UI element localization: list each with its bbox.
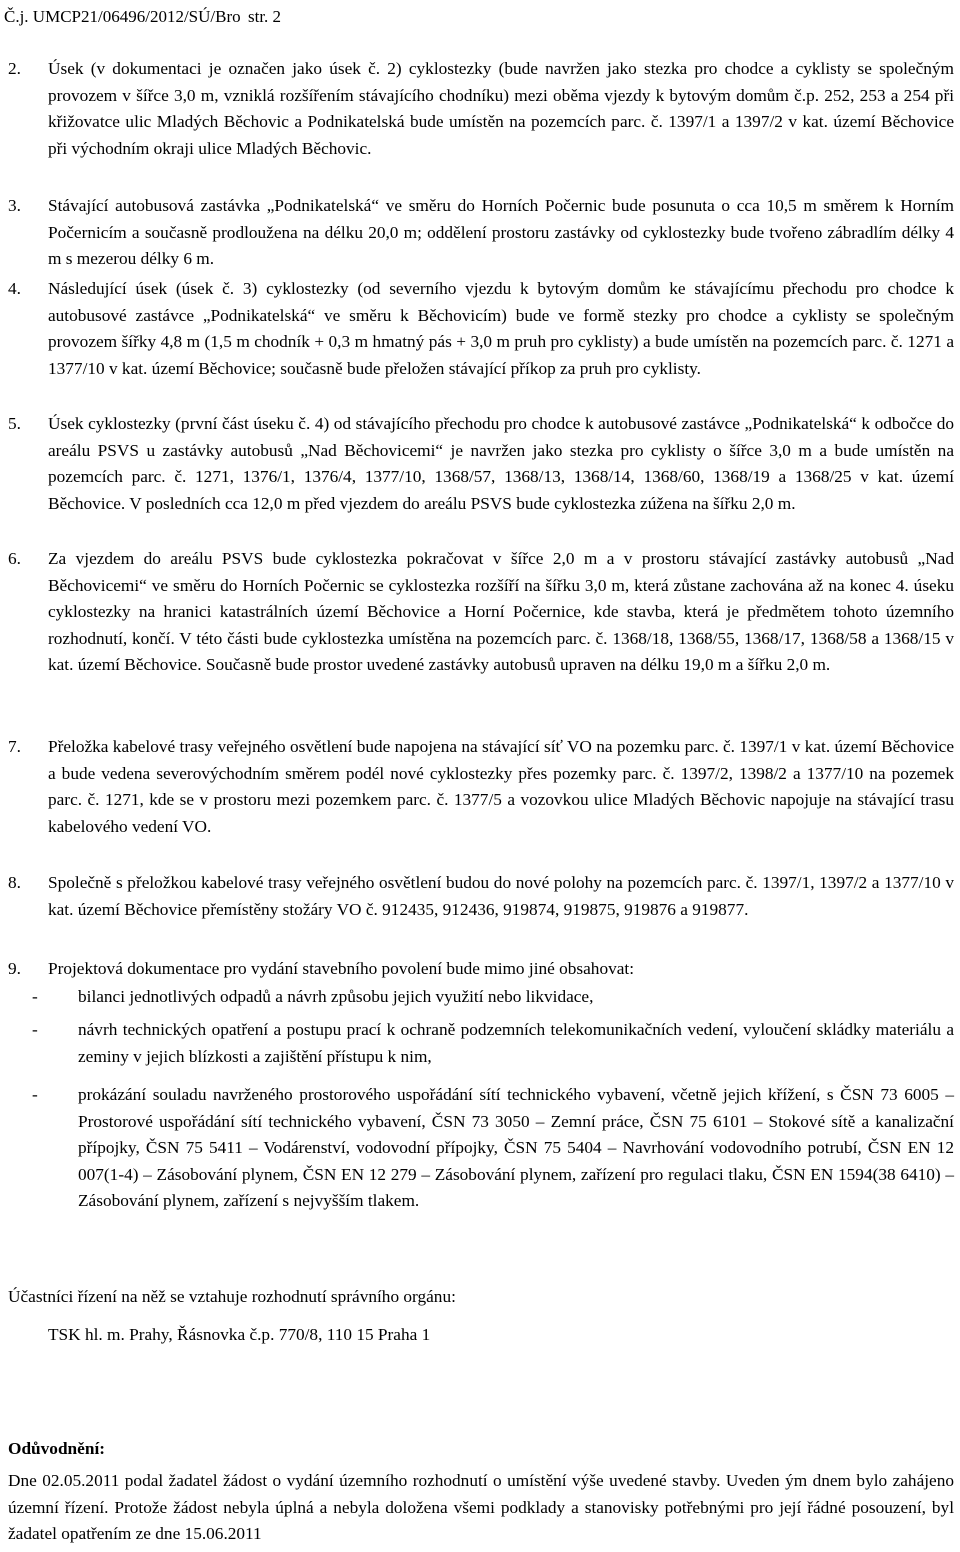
bullet-text: bilanci jednotlivých odpadů a návrh způsobu jejich využití nebo likvidace, bbox=[78, 987, 594, 1006]
list-item-5 bbox=[8, 411, 954, 517]
item-number: 4. bbox=[8, 279, 21, 298]
participants-value: TSK hl. m. Prahy, Řásnovka č.p. 770/8, 110 15 Praha 1 bbox=[48, 1325, 431, 1344]
list-item-7 bbox=[8, 734, 954, 840]
bullet-item bbox=[32, 984, 954, 1011]
item-number: 7. bbox=[8, 737, 21, 756]
item-text: Za vjezdem do areálu PSVS bude cyklostezka pokračovat v šířce 2,0 m a v prostoru stávající zastávky autobusů „Nad Běchovicemi“ ve směru do Horních Počernic se cyklostezka rozšíří na šířku 3,0 m, která zůstane zachována až na konec 4. úseku cyklostezky na hranici katastrálních území Běchovice a Horní Počernice, kde stavba, která je předmětem tohoto územního rozhodnutí, končí. V této části bude cyklostezka umístěna na pozemcích parc. č. 1368/18, 1368/55, 1368/17, 1368/58 a 1368/15 v kat. území Běchovice. Současně bude prostor uvedené zastávky autobusů upraven na délku 19,0 m a šířku 2,0 m. bbox=[48, 549, 954, 675]
bullet-item bbox=[32, 1017, 954, 1070]
reference-number: Č.j. UMCP21/06496/2012/SÚ/Bro bbox=[4, 7, 241, 26]
item-number: 5. bbox=[8, 414, 21, 433]
page-number: str. 2 bbox=[248, 7, 282, 26]
item-text: Úsek cyklostezky (první část úseku č. 4) od stávajícího přechodu pro chodce k autobusové zastávce „Podnikatelská“ k odbočce do areálu PSVS u zastávky autobusů „Nad Běchovicemi“ je navržen jako stezka pro cyklisty o šířce 3,0 m a bude umístěn na pozemcích parc. č. 1271, 1376/1, 1376/4, 1377/10, 1368/57, 1368/13, 1368/14, 1368/60, 1368/19 a 1368/25 v kat. území Běchovice. V posledních cca 12,0 m před vjezdem do areálu PSVS bude cyklostezka zúžena na šířku 2,0 m. bbox=[48, 414, 954, 513]
page-header bbox=[4, 4, 956, 30]
bullet-dash: - bbox=[32, 1020, 38, 1039]
reasoning-text: Dne 02.05.2011 podal žadatel žádost o vydání územního rozhodnutí o umístění výše uvedené stavby. Uveden ým dnem bylo zahájeno územní řízení. Protože žádost nebyla úplná a nebyla doložena všemi podklady a stanovisky potřebnými pro její řádné posouzení, byl žadatel opatřením ze dne 15.06.2011 bbox=[8, 1471, 954, 1544]
list-item-8 bbox=[8, 870, 954, 923]
item-number: 3. bbox=[8, 196, 21, 215]
item-text: Stávající autobusová zastávka „Podnikatelská“ ve směru do Horních Počernic bude posunuta o cca 10,5 m směrem k Horním Počernicím a současně prodloužena na délku 20,0 m; oddělení prostoru zastávky od cyklostezky bude tvořeno zábradlím délky 4 m s mezerou délky 6 m. bbox=[48, 196, 954, 269]
list-item-3 bbox=[8, 193, 954, 273]
reasoning-heading: Odůvodnění: bbox=[8, 1439, 106, 1458]
participants-label: Účastníci řízení na něž se vztahuje rozhodnutí správního orgánu: bbox=[8, 1287, 456, 1306]
bullet-dash: - bbox=[32, 987, 38, 1006]
list-item-9 bbox=[8, 956, 954, 983]
item-number: 9. bbox=[8, 959, 21, 978]
list-item-4 bbox=[8, 276, 954, 382]
item-text: Společně s přeložkou kabelové trasy veřejného osvětlení budou do nové polohy na pozemcích parc. č. 1397/1, 1397/2 a 1377/10 v kat. území Běchovice přemístěny stožáry VO č. 912435, 912436, 919874, 919875, 919876 a 919877. bbox=[48, 873, 954, 919]
list-item-2 bbox=[8, 56, 954, 162]
list-item-6 bbox=[8, 546, 954, 679]
item-text: Přeložka kabelové trasy veřejného osvětlení bude napojena na stávající síť VO na pozemku parc. č. 1397/1 v kat. území Běchovice a bude vedena severovýchodním směrem podél nové cyklostezky přes pozemky parc. č. 1397/2, 1398/2 a 1377/10 na pozemek parc. č. 1271, kde se v prostoru mezi pozemkem parc. č. 1377/5 a vozovkou ulice Mladých Běchovic napojuje na stávající trasu kabelového vedení VO. bbox=[48, 737, 954, 836]
bullet-text: prokázání souladu navrženého prostorového uspořádání sítí technického vybavení, včetně jejich křížení, s ČSN 73 6005 – Prostorové uspořádání sítí technického vybavení, ČSN 73 3050 – Zemní práce, ČSN 75 6101 – Stokové sítě a kanalizační přípojky, ČSN 75 5411 – Vodárenství, vodovodní přípojky, ČSN 75 5404 – Navrhování vodovodního potrubí, ČSN EN 12 007(1-4) – Zásobování plynem, ČSN EN 12 279 – Zásobování plynem, zařízení pro regulaci tlaku, ČSN EN 1594(38 6410) – Zásobování plynem, zařízení s nejvyšším tlakem. bbox=[78, 1085, 954, 1211]
bullet-item bbox=[32, 1082, 954, 1215]
item-text: Následující úsek (úsek č. 3) cyklostezky (od severního vjezdu k bytovým domům ke stávajícímu přechodu pro chodce k autobusové zastávce „Podnikatelská“ ve směru k Běchovicím) bude ve formě stezky pro chodce a cyklisty se společným provozem šířky 4,8 m (1,5 m chodník + 0,3 m hmatný pás + 3,0 m pruh pro cyklisty) a bude umístěn na pozemcích parc. č. 1271 a 1377/10 v kat. území Běchovice; současně bude přeložen stávající příkop za pruh pro cyklisty. bbox=[48, 279, 954, 378]
item-number: 8. bbox=[8, 873, 21, 892]
item-number: 6. bbox=[8, 549, 21, 568]
item-number: 2. bbox=[8, 59, 21, 78]
item-text: Projektová dokumentace pro vydání stavebního povolení bude mimo jiné obsahovat: bbox=[48, 959, 635, 978]
bullet-text: návrh technických opatření a postupu prací k ochraně podzemních telekomunikačních vedení, vyloučení skládky materiálu a zeminy v jejich blízkosti a zajištění přístupu k nim, bbox=[78, 1020, 954, 1066]
item-text: Úsek (v dokumentaci je označen jako úsek č. 2) cyklostezky (bude navržen jako stezka pro chodce a cyklisty se společným provozem v šířce 3,0 m, vzniklá rozšířením stávajícího chodníku) mezi oběma vjezdy k bytovým domům č.p. 252, 253 a 254 při křižovatce ulic Mladých Běchovic a Podnikatelská bude umístěn na pozemcích parc. č. 1397/1 a 1397/2 v kat. území Běchovice při východním okraji ulice Mladých Běchovic. bbox=[48, 59, 954, 158]
bullet-dash: - bbox=[32, 1085, 38, 1104]
